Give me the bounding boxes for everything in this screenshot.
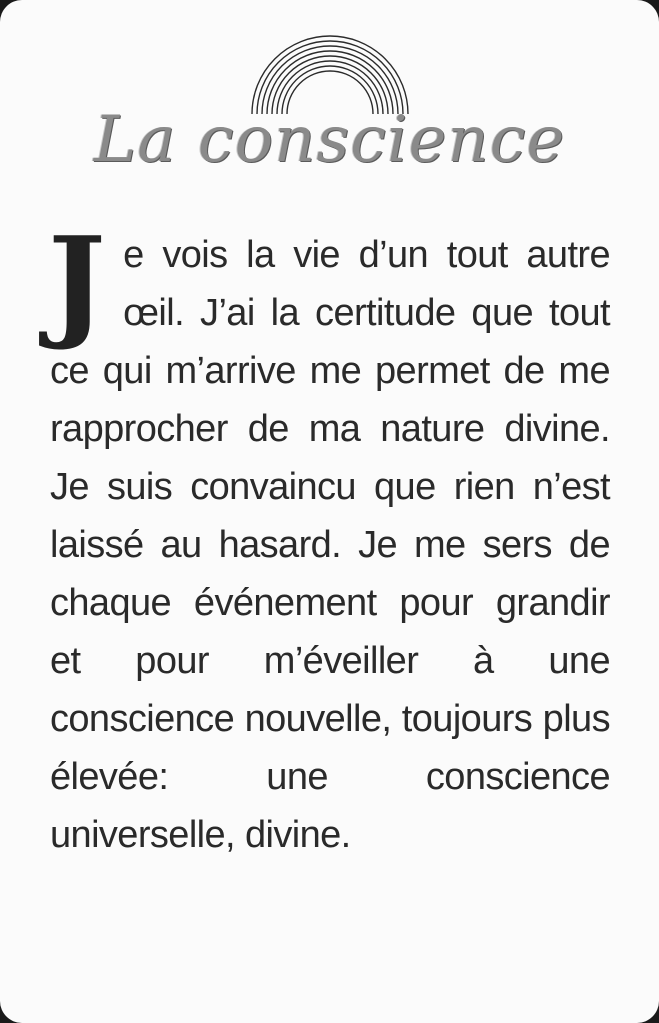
paragraph-text: e vois la vie d’un tout autre œil. J’ai la certitude que tout ce qui m’arrive me permet de me rapprocher de ma nature divine. Je suis convaincu que rien n’est laissé au hasard. Je me sers de chaque événement pour grandir et pour m’éveiller à une conscience nouvelle, toujours plus élevée: une conscience universelle, divine. bbox=[50, 234, 610, 856]
affirmation-paragraph bbox=[48, 209, 610, 864]
drop-cap: J bbox=[48, 209, 106, 353]
card-title: La conscience bbox=[93, 103, 566, 177]
